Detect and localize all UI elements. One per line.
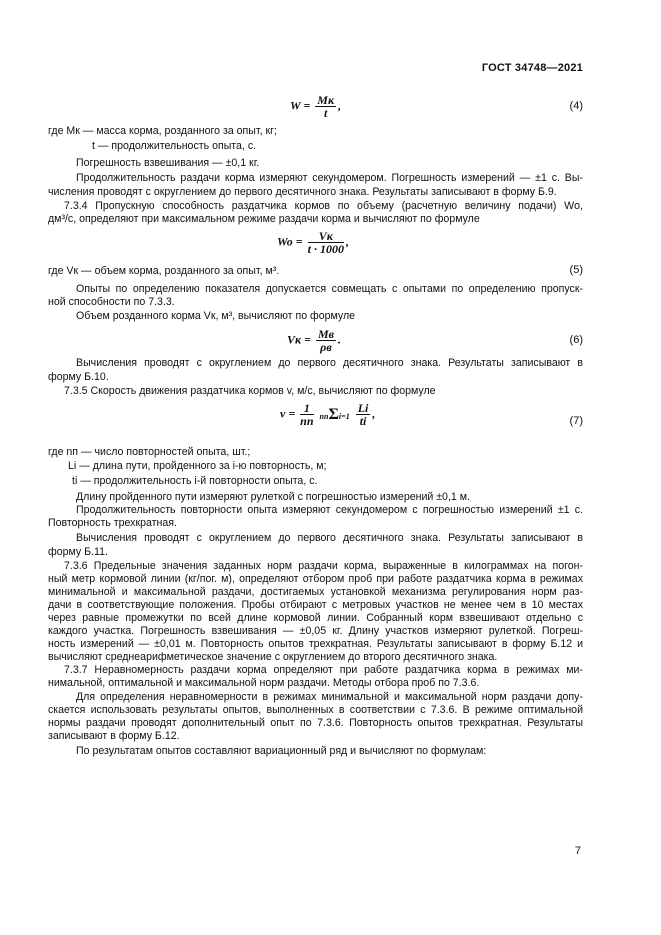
- text-line: Длину пройденного пути измеряют рулеткой с погрешностью измерений ±0,1 м.: [76, 491, 470, 503]
- formula-5: Wo = $\frac{Vк}{t \cdot 1000}$ ,: [277, 229, 349, 256]
- text-line: Вычисления проводят с округлением до первого десятичного знака. Результаты записывают в: [76, 357, 583, 369]
- text-line: ность измерений — ±0,01 м. Повторность опытов трехкратная. Результаты записывают в форму Б.12 и: [48, 638, 583, 650]
- formula-6-number: (6): [569, 334, 583, 346]
- text-line: минимальной и максимальной раздачи, достигаемых установкой механизма регулирования норм раз-: [48, 586, 583, 598]
- text-line: Погрешность взвешивания — ±0,1 кг.: [76, 157, 260, 169]
- text-line: форму Б.10.: [48, 371, 109, 383]
- text-line: Продолжительность раздачи корма измеряют секундомером. Погрешность измерений — ±1 с. Вы-: [76, 172, 583, 184]
- text-line: нормы раздачи проводят дополнительный опыт по 7.3.6. Повторность опытов трехкратная. Результаты: [48, 717, 583, 729]
- formula-7: v = $\frac{1}{nп}$ nпΣi=1 $\frac{Li}{ti}$ ,: [280, 401, 376, 428]
- text-line: ной способности по 7.3.3.: [48, 296, 175, 308]
- text-line: 7.3.4 Пропускную способность раздатчика кормов по объему (расчетную величину подачи) Wо,: [64, 200, 583, 212]
- text-line: форму Б.11.: [48, 546, 108, 558]
- text-line: Повторность трехкратная.: [48, 517, 177, 529]
- text-line: 7.3.5 Скорость движения раздатчика кормов v, м/с, вычисляют по формуле: [64, 385, 436, 397]
- sum-sign: nпΣi=1: [319, 405, 350, 423]
- page-number: 7: [574, 845, 581, 857]
- text-line: где Vк — объем корма, розданного за опыт, м³.: [48, 265, 280, 277]
- text-line: Опыты по определению показателя допускается совмещать с опытами по определению пропуск-: [76, 283, 583, 295]
- text-line: записывают в форму Б.12.: [48, 730, 180, 742]
- text-line: Вычисления проводят с округлением до первого десятичного знака. Результаты записывают в: [76, 532, 583, 544]
- text-line: нимальной, оптимальной и максимальной норм раздачи. Методы отбора проб по 7.3.6.: [48, 677, 480, 689]
- text-line: Для определения неравномерности в режимах минимальной и максимальной норм раздачи допу-: [76, 691, 583, 703]
- text-line: t — продолжительность опыта, с.: [92, 140, 257, 152]
- text-line: скается использовать результаты опытов, выполненных в соответствии с 7.3.6. В режиме оптимальной: [48, 704, 583, 716]
- text-line: Объем розданного корма Vк, м³, вычисляют по формуле: [76, 310, 356, 322]
- text-line: ный метр кормовой линии (кг/пог. м), определяют отбором проб при работе раздатчика корма в режимах: [48, 573, 583, 585]
- text-line: 7.3.7 Неравномерность раздачи корма определяют при работе раздатчика корма в режимах ми-: [64, 664, 583, 676]
- document-header: ГОСТ 34748—2021: [481, 62, 583, 74]
- text-line: где nп — число повторностей опыта, шт.;: [48, 446, 251, 458]
- formula-4-number: (4): [569, 100, 583, 112]
- text-line: Продолжительность повторности опыта измеряют секундомером с погрешностью измерений ±1 с.: [76, 504, 583, 516]
- text-line: 7.3.6 Предельные значения заданных норм раздачи корма, выраженные в килограммах на погон-: [64, 560, 583, 572]
- formula-4: W = $\frac{Mк}{t}$ ,: [290, 93, 342, 120]
- text-line: где Mк — масса корма, розданного за опыт, кг;: [48, 125, 277, 137]
- text-line: вычисляют среднеарифметическое значение с округлением до второго десятичного знака.: [48, 651, 498, 663]
- text-line: каждого участка. Погрешность взвешивания — ±0,05 кг. Длину участков измеряют рулеткой. Погреш-: [48, 625, 583, 637]
- text-line: Li — длина пути, пройденного за i-ю повторность, м;: [68, 460, 327, 472]
- formula-6: Vк = $\frac{Mв}{\rho в}$ .: [287, 327, 341, 354]
- text-line: дм³/с, определяют при максимальном режиме раздачи корма и вычисляют по формуле: [48, 213, 480, 225]
- text-line: По результатам опытов составляют вариационный ряд и вычисляют по формулам:: [76, 745, 487, 757]
- text-line: через равные промежутки по всей длине кормовой линии. Собранный корм взвешивают отдельно с: [48, 612, 583, 624]
- formula-5-number: (5): [569, 264, 583, 276]
- text-line: числения проводят с округлением до первого десятичного знака. Результаты записывают в форму Б.9.: [48, 186, 557, 198]
- formula-7-number: (7): [569, 415, 583, 427]
- text-line: дачи в соответствующие положения. Пробы отбирают с метровых участков не менее чем в 10 местах: [48, 599, 583, 611]
- text-line: ti — продолжительность i-й повторности опыта, с.: [72, 475, 318, 487]
